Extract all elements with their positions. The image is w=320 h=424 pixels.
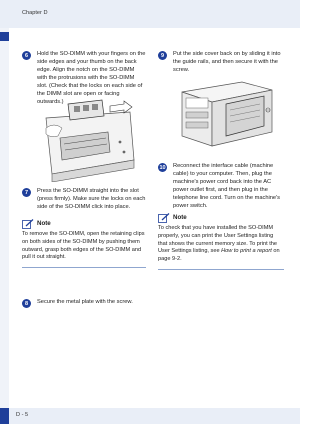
note-pencil-icon	[158, 213, 170, 223]
side-tab	[0, 32, 9, 41]
note-header	[22, 218, 146, 229]
note-text-before: To check that you have installed the SO-DIMM properly, you can print the User Settings listing that shows the current memory size. To print the User Settings listing, see	[158, 225, 277, 255]
footer-tab	[0, 408, 9, 424]
side-strip	[0, 28, 9, 408]
step-6-text: Hold the SO-DIMM with your fingers on the side edges and your thumb on the back edge. Align the notch on the SO-DIMM with the protrusions with the SO-DIMM slot. (Check that the locks on each side of the DIMM slot are open or facing outwards.)	[37, 51, 146, 105]
note-text	[158, 225, 284, 264]
note-divider	[158, 269, 284, 270]
step-10-text: Reconnect the interface cable (machine cable) to your computer. Then, plug the machine's power cord back into the AC power outlet first, and then plug in the telephone line cord. Turn on the machine's power switch.	[173, 163, 281, 209]
step-number-6: 6	[22, 51, 31, 60]
note-header	[158, 212, 284, 223]
note-pencil-icon	[22, 219, 34, 229]
step-number-7: 7	[22, 188, 31, 197]
step-9-text: Put the side cover back on by sliding it into the guide rails, and then secure it with the screw.	[173, 51, 281, 73]
sodimm-insert-figure	[38, 98, 138, 182]
note-text: To remove the SO-DIMM, open the retaining clips on both sides of the SO-DIMM by pushing them outward, grasp both edges of the SO-DIMM and pull it out straight.	[22, 231, 145, 261]
sodimm-insert-illustration	[38, 98, 138, 182]
footer-bar	[0, 408, 300, 424]
report-link[interactable]: How to print a report	[221, 248, 272, 255]
note-label: Note	[173, 214, 187, 221]
page-number: D - 5	[16, 412, 29, 418]
step-9	[158, 50, 284, 74]
step-8-text: Secure the metal plate with the screw.	[37, 299, 133, 305]
note-divider	[22, 267, 146, 268]
chapter-title: Chapter D	[22, 10, 48, 16]
step-number-8: 8	[22, 299, 31, 308]
side-cover-figure	[168, 80, 280, 150]
note-check-sodimm	[158, 212, 284, 270]
note-label: Note	[37, 220, 51, 227]
step-10	[158, 162, 284, 210]
note-text-after: on page 9-2.	[158, 248, 280, 263]
step-number-10: 10	[159, 164, 166, 171]
step-7	[22, 187, 146, 211]
step-number-9: 9	[158, 51, 167, 60]
step-7-text: Press the SO-DIMM straight into the slot (press firmly). Make sure the locks on each side of the SO-DIMM click into place.	[37, 188, 146, 210]
note-remove-sodimm	[22, 218, 146, 268]
side-cover-illustration	[168, 80, 280, 150]
step-8	[22, 298, 146, 308]
